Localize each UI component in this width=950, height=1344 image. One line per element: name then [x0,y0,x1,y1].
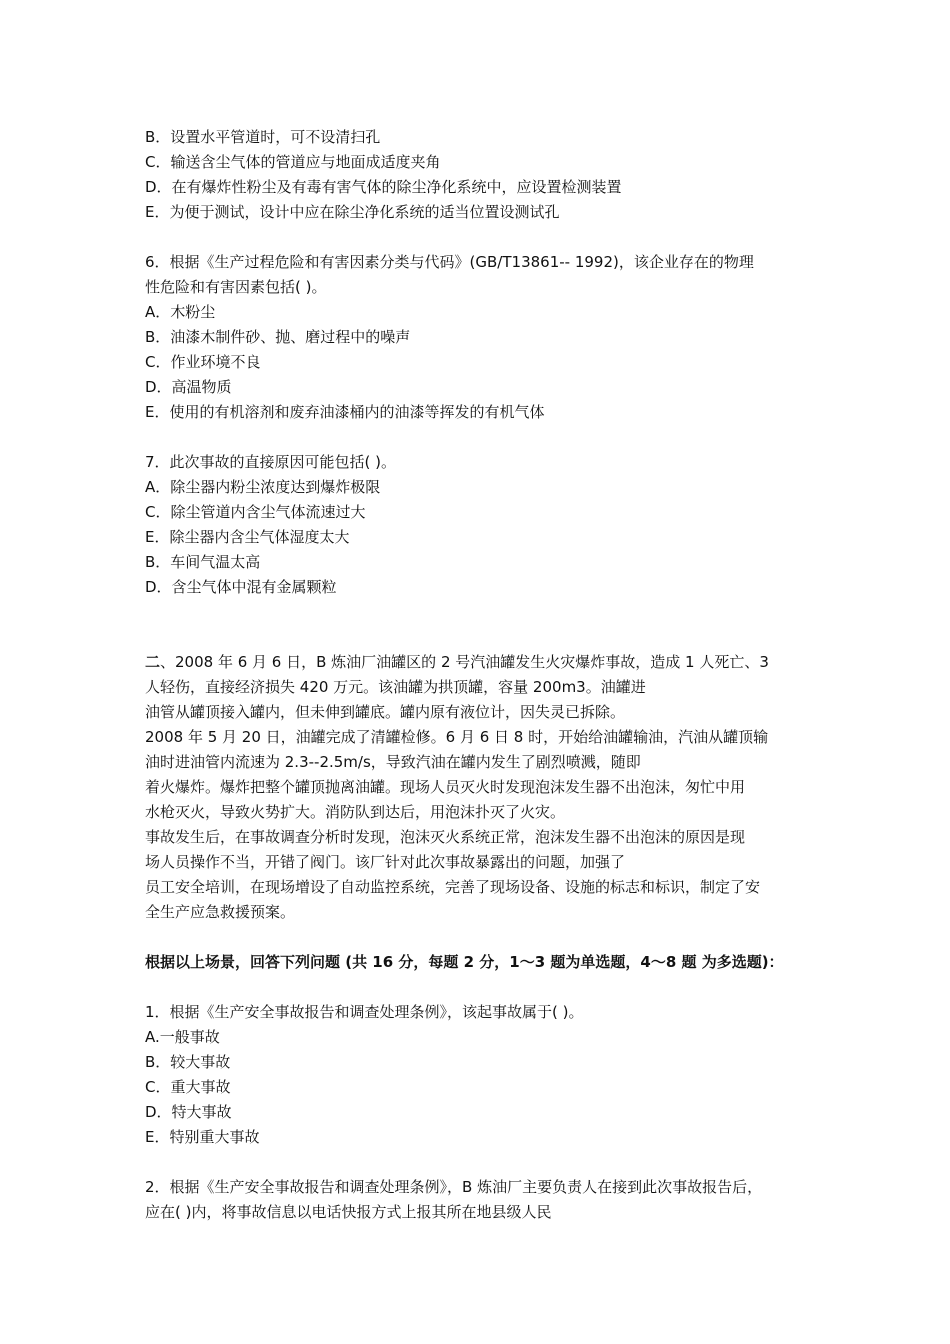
questions-instruction: 根据以上场景，回答下列问题 (共 16 分，每题 2 分，1～3 题为单选题，4～8 题 为多选题)： [145,953,784,971]
case2-line-11: 全生产应急救援预案。 [145,903,296,921]
document-page [145,125,810,1225]
q6-option-e: E．使用的有机溶剂和废弃油漆桶内的油漆等挥发的有机气体 [145,403,545,421]
spacer [145,425,810,450]
case2-heading-prefix: 二 [145,653,161,671]
q6-option-a: A．木粉尘 [145,303,216,321]
q7-option-c: C．除尘管道内含尘气体流速过大 [145,503,366,521]
case2-line-8: 事故发生后，在事故调查分析时发现，泡沫灭火系统正常，泡沫发生器不出泡沫的原因是现 [145,828,746,846]
spacer [145,225,810,250]
case2-line-2: 人轻伤，直接经济损失 420 万元。该油罐为拱顶罐，容量 200m3。油罐进 [145,678,646,696]
spacer [145,975,810,1000]
q6-option-d: D．高温物质 [145,378,232,396]
q6-option-b: B．油漆木制件砂、抛、磨过程中的噪声 [145,328,411,346]
q7-option-a: A．除尘器内粉尘浓度达到爆炸极限 [145,478,381,496]
q2-stem-line1: 2．根据《生产安全事故报告和调查处理条例》，B 炼油厂主要负责人在接到此次事故报告后， [145,1178,763,1196]
q6-option-c: C．作业环境不良 [145,353,261,371]
q1-option-b: B．较大事故 [145,1053,231,1071]
q7-option-b: B．车间气温太高 [145,553,261,571]
q6-stem-line1: 6．根据《生产过程危险和有害因素分类与代码》(GB/T13861-- 1992)，该企业存在的物理 [145,253,754,271]
q2-stem-line2: 应在( )内，将事故信息以电话快报方式上报其所在地县级人民 [145,1203,552,1221]
q7-option-e: E．除尘器内含尘气体湿度太大 [145,528,350,546]
q1-option-a: A.一般事故 [145,1028,220,1046]
q6-stem-line2: 性危险和有害因素包括( )。 [145,278,327,296]
case2-line-1 [145,650,810,675]
case2-line-5: 油时进油管内流速为 2.3--2.5m/s，导致汽油在罐内发生了剧烈喷溅，随即 [145,753,641,771]
case2-line-3: 油管从罐顶接入罐内，但未伸到罐底。罐内原有液位计，因失灵已拆除。 [145,703,626,721]
q7-stem: 7．此次事故的直接原因可能包括( )。 [145,453,397,471]
spacer [145,925,810,950]
q5-option-e: E．为便于测试，设计中应在除尘净化系统的适当位置设测试孔 [145,203,560,221]
spacer [145,600,810,650]
q5-option-b: B．设置水平管道时，可不设清扫孔 [145,128,381,146]
q1-option-d: D．特大事故 [145,1103,232,1121]
q1-stem: 1．根据《生产安全事故报告和调查处理条例》，该起事故属于( )。 [145,1003,584,1021]
case2-line-6: 着火爆炸。爆炸把整个罐顶抛离油罐。现场人员灭火时发现泡沫发生器不出泡沫，匆忙中用 [145,778,746,796]
case2-line-9: 场人员操作不当，开错了阀门。该厂针对此次事故暴露出的问题，加强了 [145,853,626,871]
q5-option-c: C．输送含尘气体的管道应与地面成适度夹角 [145,153,441,171]
case2-line-7: 水枪灭火，导致火势扩大。消防队到达后，用泡沫扑灭了火灾。 [145,803,566,821]
q5-option-d: D．在有爆炸性粉尘及有毒有害气体的除尘净化系统中，应设置检测装置 [145,178,622,196]
q1-option-e: E．特别重大事故 [145,1128,260,1146]
q1-option-c: C．重大事故 [145,1078,231,1096]
case2-line-4: 2008 年 5 月 20 日，油罐完成了清罐检修。6 月 6 日 8 时，开始给油罐输油，汽油从罐顶输 [145,728,769,746]
case2-line-1-text: 、2008 年 6 月 6 日，B 炼油厂油罐区的 2 号汽油罐发生火灾爆炸事故，造成 1 人死亡、3 [160,653,769,671]
q7-option-d: D．含尘气体中混有金属颗粒 [145,578,337,596]
case2-line-10: 员工安全培训，在现场增设了自动监控系统，完善了现场设备、设施的标志和标识，制定了安 [145,878,761,896]
spacer [145,1150,810,1175]
